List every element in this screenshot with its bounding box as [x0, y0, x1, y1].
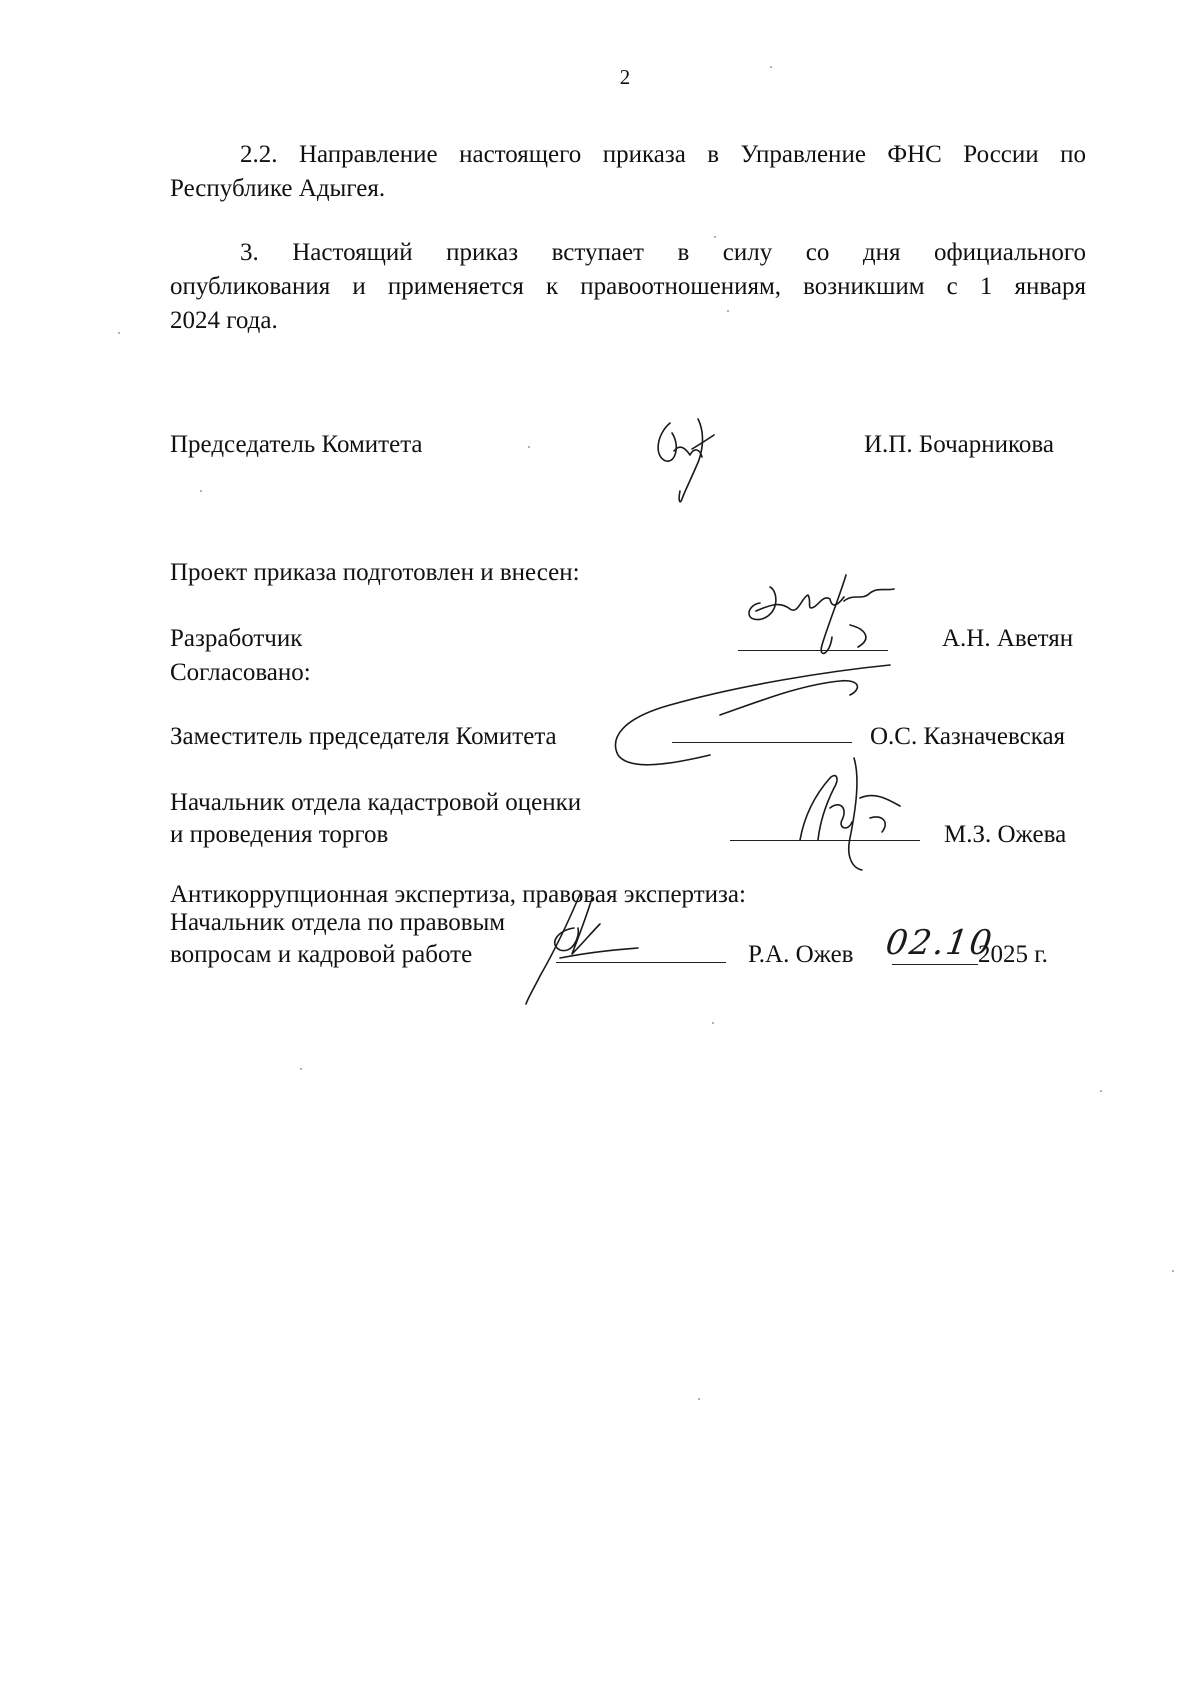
clause-3: [170, 236, 1086, 338]
scan-speck: [698, 1398, 700, 1400]
scan-speck: [300, 1068, 302, 1070]
legal-head-position-line1: Начальник отдела по правовым: [170, 909, 506, 936]
cadastral-head-name: М.З. Ожева: [944, 821, 1067, 848]
agreed-label: Согласовано:: [170, 659, 311, 686]
scan-speck: [1172, 1270, 1174, 1272]
scan-speck: [714, 236, 716, 238]
developer-name: А.Н. Аветян: [942, 625, 1074, 652]
scan-speck: [1100, 1090, 1102, 1092]
scan-speck: [528, 446, 530, 448]
cadastral-head-signature: [790, 748, 910, 878]
prepared-by-heading: Проект приказа подготовлен и внесен:: [170, 559, 580, 586]
clause-line: опубликования и применяется к правоотношениям, возникшим с 1 января: [170, 273, 1086, 300]
scan-speck: [727, 310, 729, 312]
legal-head-position-line2: вопросам и кадровой работе: [170, 941, 473, 968]
scan-speck: [712, 1022, 714, 1024]
scan-speck: [770, 66, 772, 68]
date-year: 2025 г.: [978, 941, 1048, 968]
chairman-position: Председатель Комитета: [170, 431, 423, 458]
developer-role: Разработчик: [170, 625, 303, 652]
clause-line: 3. Настоящий приказ вступает в силу со дня официального: [240, 239, 1086, 266]
clause-line: 2.2. Направление настоящего приказа в Управление ФНС России по: [240, 141, 1086, 168]
page-number: 2: [619, 65, 631, 89]
deputy-position: Заместитель председателя Комитета: [170, 723, 557, 750]
clause-2-2: [170, 138, 1086, 206]
scan-speck: [118, 332, 120, 334]
date-signature-line: [892, 964, 978, 965]
chairman-name: И.П. Бочарникова: [864, 431, 1054, 458]
legal-head-name: Р.А. Ожев: [748, 941, 854, 968]
expertise-heading: Антикоррупционная экспертиза, правовая экспертиза:: [170, 881, 746, 908]
legal-head-signature: [520, 888, 640, 1008]
deputy-name: О.С. Казначевская: [870, 723, 1066, 750]
handwritten-date: 02.10: [883, 923, 997, 963]
clause-line: 2024 года.: [170, 307, 278, 334]
clause-line: Республике Адыгея.: [170, 175, 386, 202]
scan-speck: [200, 490, 202, 492]
chairman-signature: [650, 405, 730, 505]
cadastral-head-position-line1: Начальник отдела кадастровой оценки: [170, 789, 582, 816]
cadastral-head-position-line2: и проведения торгов: [170, 821, 389, 848]
